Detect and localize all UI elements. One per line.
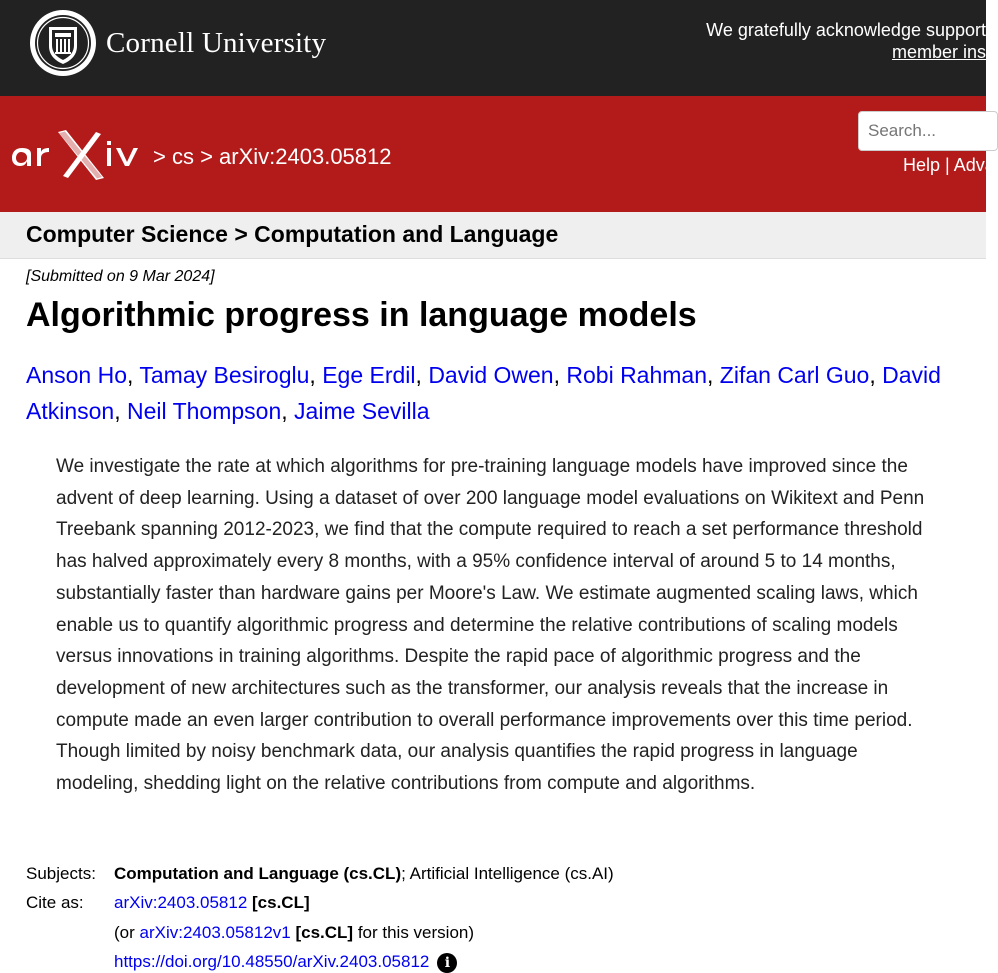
or-prefix: (or	[114, 923, 140, 942]
cornell-seal-icon	[28, 8, 98, 78]
subjects-label: Subjects:	[26, 864, 96, 883]
author-link[interactable]: Neil Thompson	[127, 398, 282, 424]
cite-version-row	[26, 923, 474, 943]
link-separator: |	[945, 155, 950, 175]
cornell-wordmark: Cornell University	[106, 26, 327, 59]
subjects-row	[26, 864, 614, 884]
cite-label: Cite as:	[26, 893, 84, 912]
doi-link[interactable]: https://doi.org/10.48550/arXiv.2403.05812	[114, 952, 430, 971]
advanced-search-link[interactable]: Adva	[953, 155, 995, 175]
or-suffix: for this version)	[353, 923, 475, 942]
abstract-text: We investigate the rate at which algorithms for pre-training language models have improved since the advent of deep learning. Using a dataset of over 200 language model evaluations on Wikitext and Penn Treebank spanning 2012-2023, we find that the compute required to reach a set performance threshold has halved approximately every 8 months, with a 95% confidence interval of around 5 to 14 months, substantially faster than hardware gains per Moore's Law. We estimate augmented scaling laws, which enable us to quantify algorithmic progress and determine the relative contributions of scaling models versus innovations in training algorithms. Despite the rapid pace of algorithmic progress and the development of new architectures such as the transformer, our analysis reveals that the increase in compute made an even larger contribution to overall performance improvements over this time period. Though limited by noisy benchmark data, our analysis quantifies the rapid progress in language modeling, shedding light on the relative contributions from compute and algorithms.	[56, 456, 925, 795]
author-link[interactable]: Robi Rahman	[566, 362, 708, 388]
cite-id-link[interactable]: arXiv:2403.05812	[114, 893, 248, 912]
help-link[interactable]: Help	[903, 155, 941, 175]
subject-heading: Computer Science > Computation and Language	[26, 221, 559, 247]
author-link[interactable]: Ege Erdil	[322, 362, 416, 388]
info-icon[interactable]: i	[437, 953, 457, 973]
primary-subject: Computation and Language (cs.CL)	[114, 864, 402, 883]
cite-as-row	[26, 893, 310, 913]
acknowledgement-line: We gratefully acknowledge support	[706, 20, 986, 40]
subject-bar	[0, 212, 986, 259]
submission-date: [Submitted on 9 Mar 2024]	[26, 268, 215, 285]
author-link[interactable]: Anson Ho	[26, 362, 128, 388]
arxiv-logo-icon[interactable]	[8, 124, 150, 186]
doi-row	[26, 952, 457, 973]
header-links	[903, 155, 995, 176]
breadcrumb[interactable]: > cs > arXiv:2403.05812	[153, 144, 392, 169]
author-link[interactable]: Jaime Sevilla	[294, 398, 430, 424]
author-link[interactable]: Tamay Besiroglu	[139, 362, 310, 388]
cite-version-category: [cs.CL]	[295, 923, 354, 942]
acknowledgement-text	[706, 19, 986, 63]
cornell-logo-link[interactable]	[28, 8, 326, 78]
secondary-subjects: ; Artificial Intelligence (cs.AI)	[401, 864, 614, 883]
author-link[interactable]: David Owen	[428, 362, 554, 388]
member-institutions-link[interactable]: member ins	[891, 42, 986, 62]
search-input[interactable]	[858, 111, 998, 151]
cite-version-link[interactable]: arXiv:2403.05812v1	[139, 923, 291, 942]
cornell-banner	[0, 0, 986, 96]
author-link[interactable]: Zifan Carl Guo	[719, 362, 870, 388]
arxiv-header	[0, 96, 995, 212]
paper-title: Algorithmic progress in language models	[26, 296, 697, 334]
author-link[interactable]: David Atkinson	[26, 362, 941, 424]
author-list: Anson Ho, Tamay Besiroglu, Ege Erdil, David Owen, Robi Rahman, Zifan Carl Guo, David Atkinson, Neil Thompson, Jaime Sevilla	[26, 362, 941, 424]
cite-category: [cs.CL]	[252, 893, 310, 912]
